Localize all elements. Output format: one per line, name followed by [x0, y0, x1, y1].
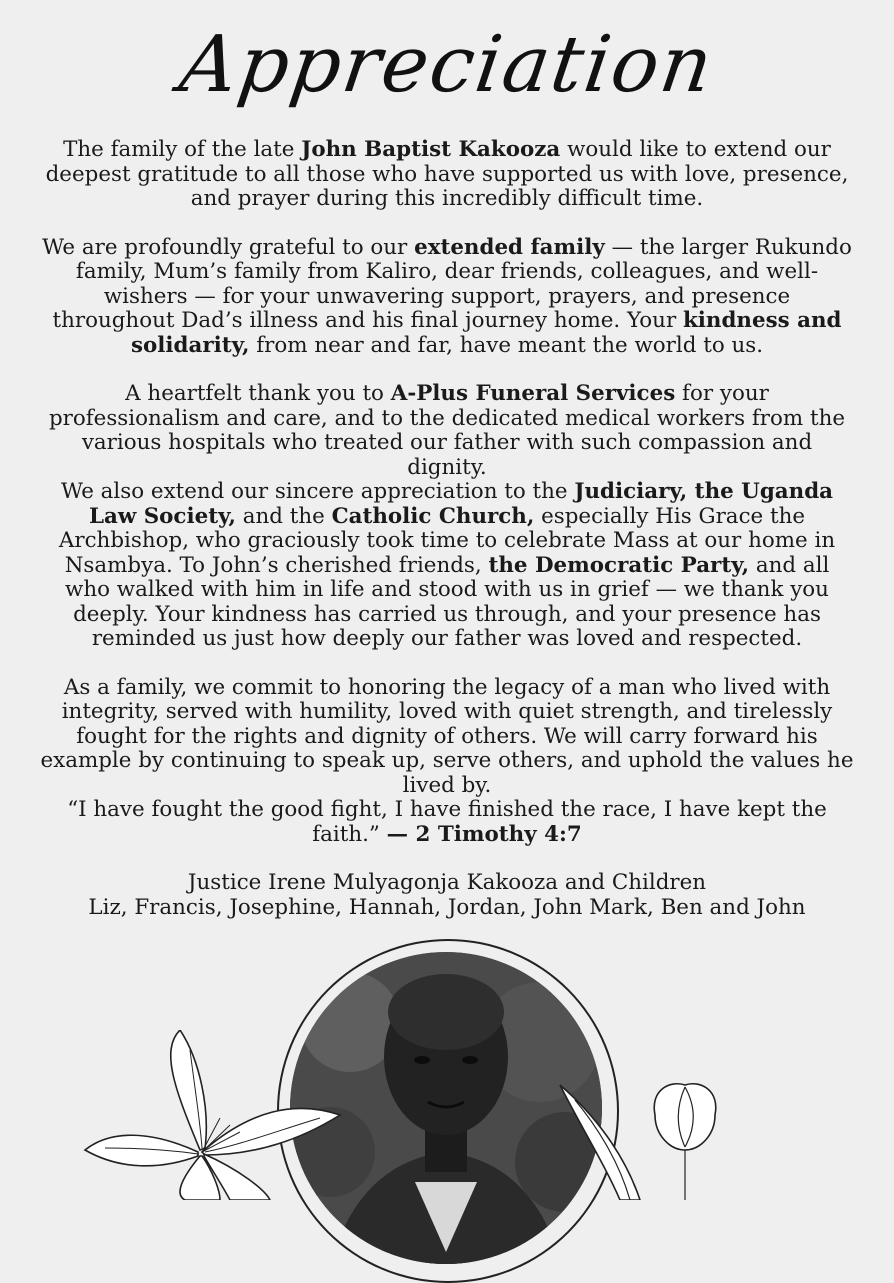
- bold-phrase: extended family: [414, 234, 605, 260]
- text-run: We are profoundly grateful to our: [42, 234, 415, 260]
- bold-name: Catholic Church,: [331, 503, 535, 529]
- text-run: — the larger Rukundo family, Mum’s family from Kaliro, dear friends, colleagues, and well-wishers — for your unwavering support, prayers, and presence throughout Dad’s illness and his final journey home. Your: [52, 234, 852, 333]
- page-title: Appreciation: [174, 20, 720, 110]
- text-run: especially His Grace the Archbishop, who graciously took time to celebrate Mass at our home in Nsambya. To John’s cherished friends,: [58, 503, 836, 578]
- text-run: would like to extend our deepest gratitude to all those who have supported us with love, presence, and prayer during this incredibly difficult time.: [45, 137, 849, 211]
- scripture-quote: [40, 798, 854, 847]
- paragraph-5: [40, 676, 854, 799]
- text-run: from near and far, have meant the world to us.: [249, 332, 764, 358]
- signature-block: [40, 871, 854, 920]
- text-run: for your professionalism and care, and to the dedicated medical workers from the various hospitals who treated our father with such compassion and dignity.: [48, 381, 846, 480]
- title-block: [0, 8, 894, 138]
- bold-name: the Democratic Party,: [488, 552, 750, 578]
- text-run: As a family, we commit to honoring the legacy of a man who lived with integrity, served with humility, loved with quiet strength, and tirelessly fought for the rights and dignity of others. We will carry forward his example by continuing to speak up, serve others, and uphold the values he lived by.: [40, 674, 854, 798]
- signature-line-1: Justice Irene Mulyagonja Kakooza and Children: [187, 870, 707, 895]
- paragraph-2: [40, 236, 854, 359]
- lily-flower-left: [80, 1030, 360, 1200]
- text-run: and all who walked with him in life and stood with us in grief — we thank you deeply. Your kindness has carried us through, and your presence has reminded us just how deeply our father was loved and respected.: [65, 552, 830, 651]
- text-run: We also extend our sincere appreciation to the: [60, 479, 575, 504]
- quote-text: “I have fought the good fight, I have finished the race, I have kept the faith.”: [67, 797, 827, 847]
- signature-line-2: Liz, Francis, Josephine, Hannah, Jordan, John Mark, Ben and John: [88, 894, 806, 920]
- bold-name: John Baptist Kakooza: [301, 137, 561, 162]
- bold-name: Judiciary, the Uganda Law Society,: [88, 479, 834, 529]
- paragraph-3: [40, 382, 854, 480]
- bold-phrase: kindness and solidarity,: [130, 308, 842, 358]
- tulip-flower-right: [555, 1075, 755, 1200]
- paragraph-4: [40, 480, 854, 652]
- quote-reference: — 2 Timothy 4:7: [386, 821, 582, 847]
- text-run: The family of the late: [63, 137, 302, 162]
- appreciation-text: [40, 138, 854, 920]
- text-run: and the: [235, 503, 332, 529]
- paragraph-1: [40, 138, 854, 212]
- text-run: A heartfelt thank you to: [125, 381, 391, 406]
- bold-name: A-Plus Funeral Services: [390, 381, 676, 406]
